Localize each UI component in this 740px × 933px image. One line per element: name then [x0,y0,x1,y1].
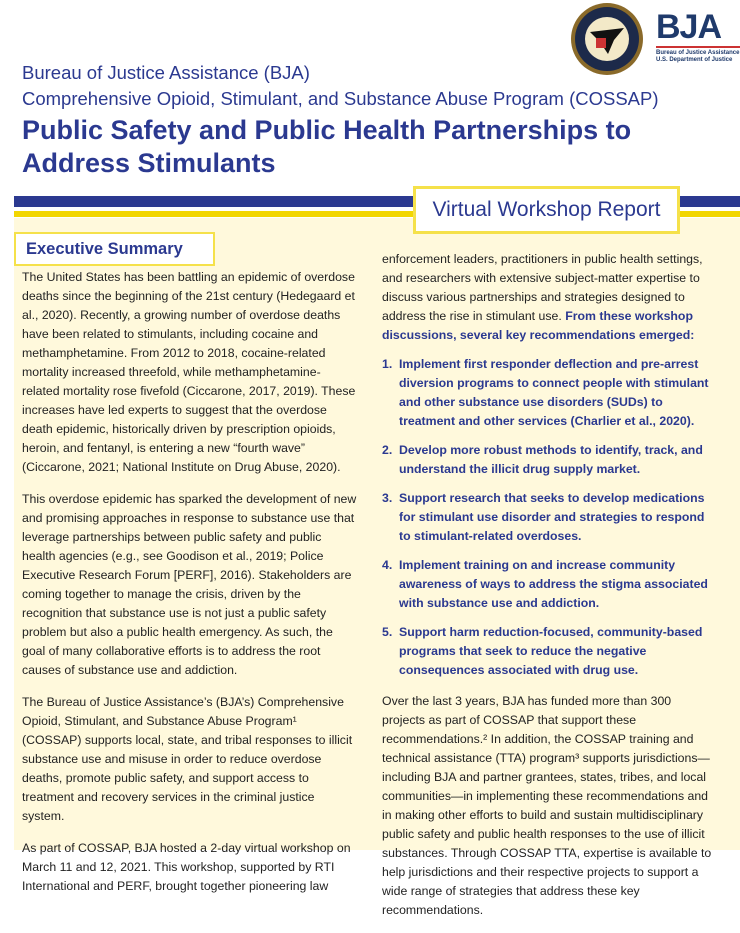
list-item: 1. Implement first responder deflection and pre-arrest diversion programs to connect people with stimulant and other substance use disorders (SUDs) to treatment and other services (Charlier et al., 2020). [382,357,709,428]
list-item: 2. Develop more robust methods to identify, track, and understand the illicit drug supply market. [382,443,703,476]
paragraph: enforcement leaders, practitioners in public health settings, and researchers with extensive subject-matter expertise to discuss various partnerships and strategies designed to address the rise in stimulant use. From these workshop discussions, several key recommendations emerged: [382,252,703,342]
left-column [22,268,357,909]
right-column [382,250,717,933]
paragraph: The United States has been battling an epidemic of overdose deaths since the beginning of the 21st century (Hedegaard et al., 2020). Recently, a growing number of overdose deaths have been related to stimulants, including cocaine and methamphetamine. From 2012 to 2018, cocaine-related mortality increased threefold, while methamphetamine-related mortality rose fivefold (Ciccarone, 2017, 2019). These increases have led experts to suggest that the overdose death epidemic, historically driven by prescription opioids, heroin, and fentanyl, is entering a new “fourth wave” (Ciccarone, 2021; National Institute on Drug Abuse, 2020). [22,270,356,474]
doj-seal-logo [570,2,644,76]
paragraph: This overdose epidemic has sparked the development of new and promising approaches in response to substance use that leverage partnerships between public safety and public health agencies (e.g., see Goodison et al., 2019; Police Executive Research Forum [PERF], 2016). Stakeholders are coming together to manage the crisis, driven by the recognition that substance use is not just a public safety problem but also a public health emergency. As such, the goal of many collaborative efforts is to address the root causes of substance use and addiction. [22,492,357,677]
subtitle-cossap: Comprehensive Opioid, Stimulant, and Substance Abuse Program (COSSAP) [22,88,659,109]
bja-logo: BJA Bureau of Justice Assistance U.S. Department of Justice [656,8,740,63]
list-item: 5. Support harm reduction-focused, community-based programs that seek to reduce the negative consequences associated with drug use. [382,625,703,677]
paragraph: As part of COSSAP, BJA hosted a 2-day virtual workshop on March 11 and 12, 2021. This workshop, supported by RTI International and PERF, brought together pioneering law [22,841,351,893]
subtitle-bja: Bureau of Justice Assistance (BJA) [22,62,310,83]
report-type-badge: Virtual Workshop Report [413,186,680,234]
list-item: 3. Support research that seeks to develop medications for stimulant use disorder and strategies to respond to stimulant-related overdoses. [382,491,705,543]
page-title: Public Safety and Public Health Partnerships to Address Stimulants [22,115,632,178]
section-heading: Executive Summary [14,232,215,266]
recommendations-list [382,355,717,680]
paragraph: Over the last 3 years, BJA has funded more than 300 projects as part of COSSAP that support these recommendations.² In addition, the COSSAP training and technical assistance (TTA) program³ supports jurisdictions—including BJA and partner grantees, states, tribes, and local communities—in implementing these recommendations and in making other efforts to build and sustain multidisciplinary public safety and public health responses to the use of illicit substances. Through COSSAP TTA, expertise is available to help jurisdictions and their respective projects to support a wide range of strategies that address these key recommendations. [382,694,712,917]
list-item: 4. Implement training on and increase community awareness of ways to address the stigma associated with substance use and addiction. [382,558,708,610]
paragraph: The Bureau of Justice Assistance’s (BJA’s) Comprehensive Opioid, Stimulant, and Substance Abuse Program¹ (COSSAP) supports local, state, and tribal responses to illicit substance use and misuse in order to reduce overdose deaths, promote public safety, and support access to treatment and recovery services in the criminal justice system. [22,695,353,823]
